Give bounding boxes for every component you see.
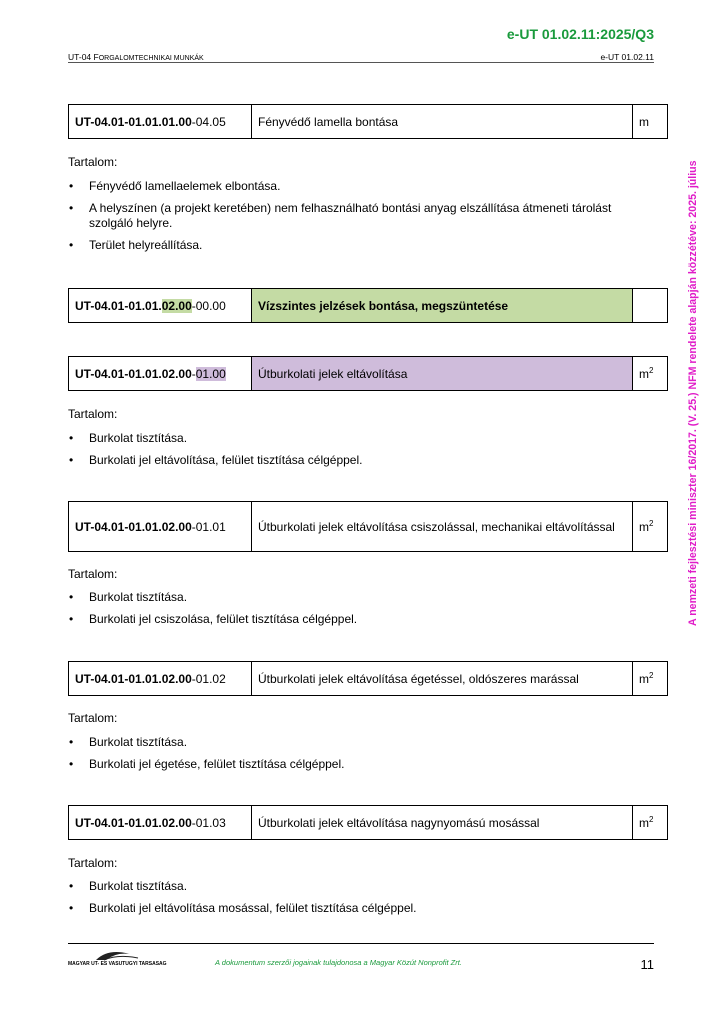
footer-divider [68, 943, 654, 944]
bullet-icon: • [69, 201, 74, 215]
item-table [68, 661, 668, 696]
section-header-rest: ORGALOMTECHNIKAI MUNKÁK [98, 55, 204, 62]
item-code-highlight: 02.00 [161, 298, 192, 313]
item-unit: m [633, 105, 668, 139]
bullet-icon: • [69, 757, 74, 771]
item-unit: $m^2$ [633, 357, 668, 391]
list-item: • Burkolat tisztítása. [69, 590, 188, 604]
item-code-main: UT-04.01-01.01. [75, 298, 162, 313]
item-name: Fényvédő lamella bontása [252, 105, 633, 139]
bullet-icon: • [69, 879, 74, 893]
list-item: • Burkolat tisztítása. [69, 431, 188, 445]
item-code-sep: - [191, 366, 196, 381]
item-code-highlight: 01.00 [195, 366, 226, 381]
item-unit: $m^2$ [633, 806, 668, 840]
bullet-icon: • [69, 901, 74, 915]
item-code [69, 357, 252, 391]
document-code: e-UT 01.02.11:2025/Q3 [506, 26, 654, 42]
bullet-icon: • [69, 735, 74, 749]
item-code-main: UT-04.01-01.01.02.00 [75, 815, 192, 830]
item-name: Vízszintes jelzések bontása, megszüntetése [252, 289, 633, 323]
item-name: Útburkolati jelek eltávolítása csiszolással, mechanikai eltávolítással [252, 502, 633, 552]
section-header [68, 52, 204, 62]
content-label: Tartalom: [68, 567, 118, 581]
item-code [69, 662, 252, 696]
list-item: • Burkolati jel csiszolása, felület tisztítása célgéppel. [69, 612, 358, 626]
list-item: • Burkolati jel eltávolítása, felület tisztítása célgéppel. [69, 453, 363, 467]
side-publication-note: A nemzeti fejlesztési miniszter 16/2017. (V. 25.) NFM rendelete alapján közzétéve: 2025. július [687, 160, 699, 626]
list-item: • Terület helyreállítása. [69, 238, 203, 252]
item-table [68, 356, 668, 391]
content-list [68, 735, 638, 779]
item-code-main: UT-04.01-01.01.02.00 [75, 671, 192, 686]
content-list [68, 879, 638, 923]
company-logo-text: MAGYAR UT- ES VASUTUGYI TARSASAG [68, 961, 167, 967]
item-code-main: UT-04.01-01.01.02.00 [75, 519, 192, 534]
bullet-icon: • [69, 238, 74, 252]
content-list [68, 590, 638, 634]
item-code [69, 806, 252, 840]
item-code-suffix: -00.00 [191, 298, 226, 313]
item-code-suffix: -04.05 [191, 114, 226, 129]
item-code [69, 105, 252, 139]
item-name: Útburkolati jelek eltávolítása nagynyomású mosással [252, 806, 633, 840]
header-divider [68, 62, 654, 63]
item-table [68, 805, 668, 840]
content-label: Tartalom: [68, 155, 118, 169]
item-code [69, 289, 252, 323]
item-unit [633, 289, 668, 323]
item-table [68, 104, 668, 139]
bullet-icon: • [69, 612, 74, 626]
header-doc-id: e-UT 01.02.11 [600, 52, 654, 62]
section-header-first: UT-04 F [68, 52, 99, 62]
page-number: 11 [640, 957, 654, 972]
item-code-suffix: -01.02 [191, 671, 226, 686]
item-code-main: UT-04.01-01.01.02.00 [75, 366, 192, 381]
bullet-icon: • [69, 431, 74, 445]
item-unit: $m^2$ [633, 662, 668, 696]
content-list [68, 179, 638, 260]
list-item: • Burkolat tisztítása. [69, 735, 188, 749]
copyright-note: A dokumentum szerzői jogainak tulajdonosa a Magyar Közút Nonprofit Zrt. [215, 958, 462, 967]
list-item: • Burkolati jel égetése, felület tisztítása célgéppel. [69, 757, 345, 771]
content-label: Tartalom: [68, 407, 118, 421]
item-name: Útburkolati jelek eltávolítása égetéssel, oldószeres marással [252, 662, 633, 696]
content-label: Tartalom: [68, 711, 118, 725]
item-code [69, 502, 252, 552]
item-name: Útburkolati jelek eltávolítása [252, 357, 633, 391]
bullet-icon: • [69, 179, 74, 193]
list-item: • Fényvédő lamellaelemek elbontása. [69, 179, 281, 193]
bullet-icon: • [69, 590, 74, 604]
list-item: • Burkolati jel eltávolítása mosással, felület tisztítása célgéppel. [69, 901, 417, 915]
item-table [68, 501, 668, 552]
list-item: • Burkolat tisztítása. [69, 879, 188, 893]
bullet-icon: • [69, 453, 74, 467]
content-label: Tartalom: [68, 856, 118, 870]
item-code-suffix: -01.01 [191, 519, 226, 534]
item-code-suffix: -01.03 [191, 815, 226, 830]
content-list [68, 431, 638, 475]
list-item: • A helyszínen (a projekt keretében) nem felhasználható bontási anyag elszállítása átmeneti tárolást szolgáló helyre. [69, 201, 612, 230]
item-unit: $m^2$ [633, 502, 668, 552]
item-code-main: UT-04.01-01.01.01.00 [75, 114, 192, 129]
item-table [68, 288, 668, 323]
